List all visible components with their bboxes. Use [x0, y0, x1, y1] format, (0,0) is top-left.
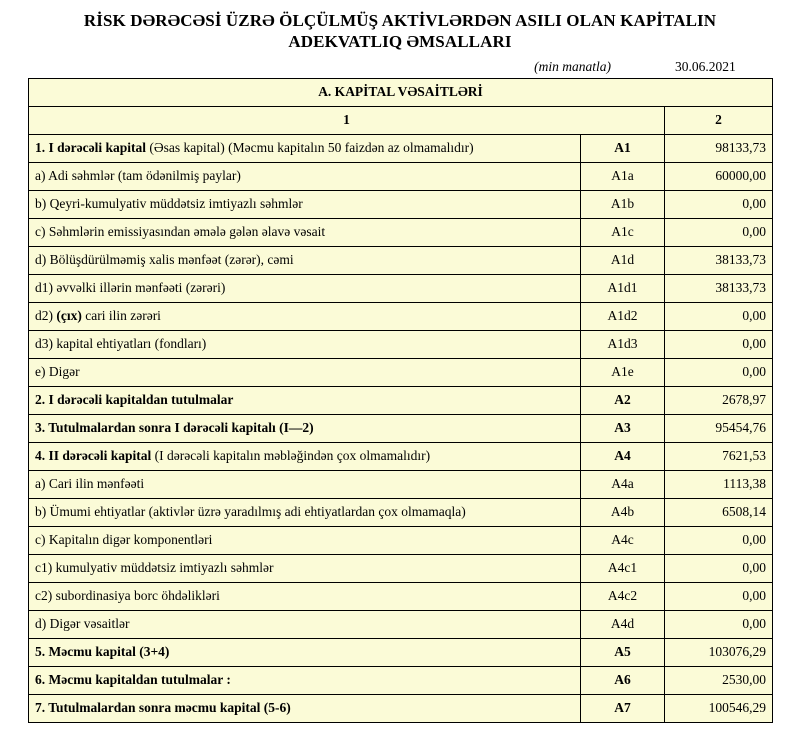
row-label	[29, 610, 581, 638]
row-label	[29, 162, 581, 190]
row-code: A4b	[581, 498, 665, 526]
row-label-bold-part: 3. Tutulmalardan sonra I dərəcəli kapitalı (I—2)	[35, 420, 314, 435]
table-row	[29, 442, 773, 470]
row-code: A4c2	[581, 582, 665, 610]
column-number-1: 1	[29, 106, 665, 134]
table-row	[29, 498, 773, 526]
row-label-text: e) Digər	[35, 364, 80, 379]
row-code: A1a	[581, 162, 665, 190]
row-label-bold-part: 4. II dərəcəli kapital	[35, 448, 155, 463]
unit-label: (min manatla)	[534, 58, 611, 74]
row-value: 0,00	[665, 358, 773, 386]
row-value: 100546,29	[665, 694, 773, 722]
table-row	[29, 638, 773, 666]
column-number-2: 2	[665, 106, 773, 134]
table-row	[29, 246, 773, 274]
report-date: 30.06.2021	[675, 58, 736, 74]
row-label	[29, 134, 581, 162]
table-row	[29, 162, 773, 190]
row-label-text: d) Bölüşdürülməmiş xalis mənfəət (zərər), cəmi	[35, 252, 294, 267]
row-value: 60000,00	[665, 162, 773, 190]
row-code: A4c1	[581, 554, 665, 582]
row-code: A1c	[581, 218, 665, 246]
row-code: A1d3	[581, 330, 665, 358]
row-label-text: c) Səhmlərin emissiyasından əmələ gələn əlavə vəsait	[35, 224, 326, 239]
row-value: 0,00	[665, 582, 773, 610]
row-value: 6508,14	[665, 498, 773, 526]
row-label	[29, 526, 581, 554]
page-title-line2: ADEKVATLIQ ƏMSALLARI	[288, 32, 512, 52]
row-label	[29, 190, 581, 218]
table-row	[29, 526, 773, 554]
table-row	[29, 190, 773, 218]
meta-row	[0, 53, 800, 78]
row-value: 0,00	[665, 554, 773, 582]
row-label	[29, 274, 581, 302]
row-label-bold-part: 2. I dərəcəli kapitaldan tutulmalar	[35, 392, 234, 407]
row-label	[29, 330, 581, 358]
capital-table	[28, 78, 773, 723]
row-code: A1b	[581, 190, 665, 218]
row-label	[29, 358, 581, 386]
row-label-text: c2) subordinasiya borc öhdəlikləri	[35, 588, 220, 603]
row-value: 0,00	[665, 610, 773, 638]
row-label	[29, 218, 581, 246]
row-value: 2678,97	[665, 386, 773, 414]
table-row	[29, 274, 773, 302]
row-value: 38133,73	[665, 274, 773, 302]
row-value: 0,00	[665, 526, 773, 554]
row-label-text: (Əsas kapital) (Məcmu kapitalın 50 faizdən az olmamalıdır)	[149, 140, 474, 155]
row-label	[29, 666, 581, 694]
row-label	[29, 442, 581, 470]
row-code: A6	[581, 666, 665, 694]
row-value: 38133,73	[665, 246, 773, 274]
row-label-bold-part: 6. Məcmu kapitaldan tutulmalar :	[35, 672, 231, 687]
row-label-text: a) Cari ilin mənfəəti	[35, 476, 145, 491]
row-label-text: c1) kumulyativ müddətsiz imtiyazlı səhmlər	[35, 560, 274, 575]
row-label-bold-part: 7. Tutulmalardan sonra məcmu kapital (5-6)	[35, 700, 291, 715]
row-label	[29, 694, 581, 722]
row-code: A1	[581, 134, 665, 162]
table-row	[29, 470, 773, 498]
page-title	[0, 0, 800, 53]
table-row	[29, 134, 773, 162]
row-code: A4	[581, 442, 665, 470]
row-code: A1d	[581, 246, 665, 274]
table-row	[29, 666, 773, 694]
table-column-number-row	[29, 106, 773, 134]
row-label	[29, 302, 581, 330]
row-label	[29, 246, 581, 274]
row-value: 0,00	[665, 302, 773, 330]
row-value: 0,00	[665, 190, 773, 218]
row-value: 103076,29	[665, 638, 773, 666]
row-label	[29, 638, 581, 666]
row-code: A4c	[581, 526, 665, 554]
row-value: 7621,53	[665, 442, 773, 470]
row-code: A4a	[581, 470, 665, 498]
row-label	[29, 582, 581, 610]
row-code: A4d	[581, 610, 665, 638]
row-value: 98133,73	[665, 134, 773, 162]
row-value: 2530,00	[665, 666, 773, 694]
row-label-text: d2) (çıx) cari ilin zərəri	[35, 308, 161, 323]
row-label-text: c) Kapitalın digər komponentləri	[35, 532, 213, 547]
row-code: A1e	[581, 358, 665, 386]
table-row	[29, 610, 773, 638]
row-label	[29, 498, 581, 526]
row-label-bold-part: 5. Məcmu kapital (3+4)	[35, 644, 170, 659]
row-value: 1113,38	[665, 470, 773, 498]
table-row	[29, 358, 773, 386]
table-row	[29, 330, 773, 358]
row-code: A7	[581, 694, 665, 722]
row-code: A1d2	[581, 302, 665, 330]
row-label	[29, 470, 581, 498]
table-row	[29, 694, 773, 722]
row-code: A2	[581, 386, 665, 414]
row-label-text: b) Qeyri-kumulyativ müddətsiz imtiyazlı səhmlər	[35, 196, 303, 211]
table-row	[29, 218, 773, 246]
row-label	[29, 554, 581, 582]
table-row	[29, 302, 773, 330]
row-label	[29, 414, 581, 442]
row-label-text: a) Adi səhmlər (tam ödənilmiş paylar)	[35, 168, 241, 183]
row-code: A3	[581, 414, 665, 442]
table-row	[29, 554, 773, 582]
page-title-line1: RİSK DƏRƏCƏSİ ÜZRƏ ÖLÇÜLMÜŞ AKTİVLƏRDƏN ASILI OLAN KAPİTALIN	[83, 11, 717, 30]
row-label-text: b) Ümumi ehtiyatlar (aktivlər üzrə yaradılmış adi ehtiyatlardan çox olmamaqla)	[35, 504, 466, 519]
row-value: 0,00	[665, 218, 773, 246]
row-label-text: d1) əvvəlki illərin mənfəəti (zərəri)	[35, 280, 226, 295]
row-label-text: d) Digər vəsaitlər	[35, 616, 130, 631]
row-value: 0,00	[665, 330, 773, 358]
table-section-header-row	[29, 78, 773, 106]
row-value: 95454,76	[665, 414, 773, 442]
table-row	[29, 582, 773, 610]
row-code: A1d1	[581, 274, 665, 302]
row-label	[29, 386, 581, 414]
table-section-header: A. KAPİTAL VƏSAİTLƏRİ	[29, 78, 773, 106]
row-label-bold-part: 1. I dərəcəli kapital	[35, 140, 150, 155]
table-row	[29, 386, 773, 414]
row-label-emphasis: (çıx)	[56, 308, 82, 323]
row-code: A5	[581, 638, 665, 666]
row-label-text: d3) kapital ehtiyatları (fondları)	[35, 336, 207, 351]
capital-table-body	[29, 78, 773, 722]
table-row	[29, 414, 773, 442]
row-label-text: (I dərəcəli kapitalın məbləğindən çox olmamalıdır)	[154, 448, 431, 463]
